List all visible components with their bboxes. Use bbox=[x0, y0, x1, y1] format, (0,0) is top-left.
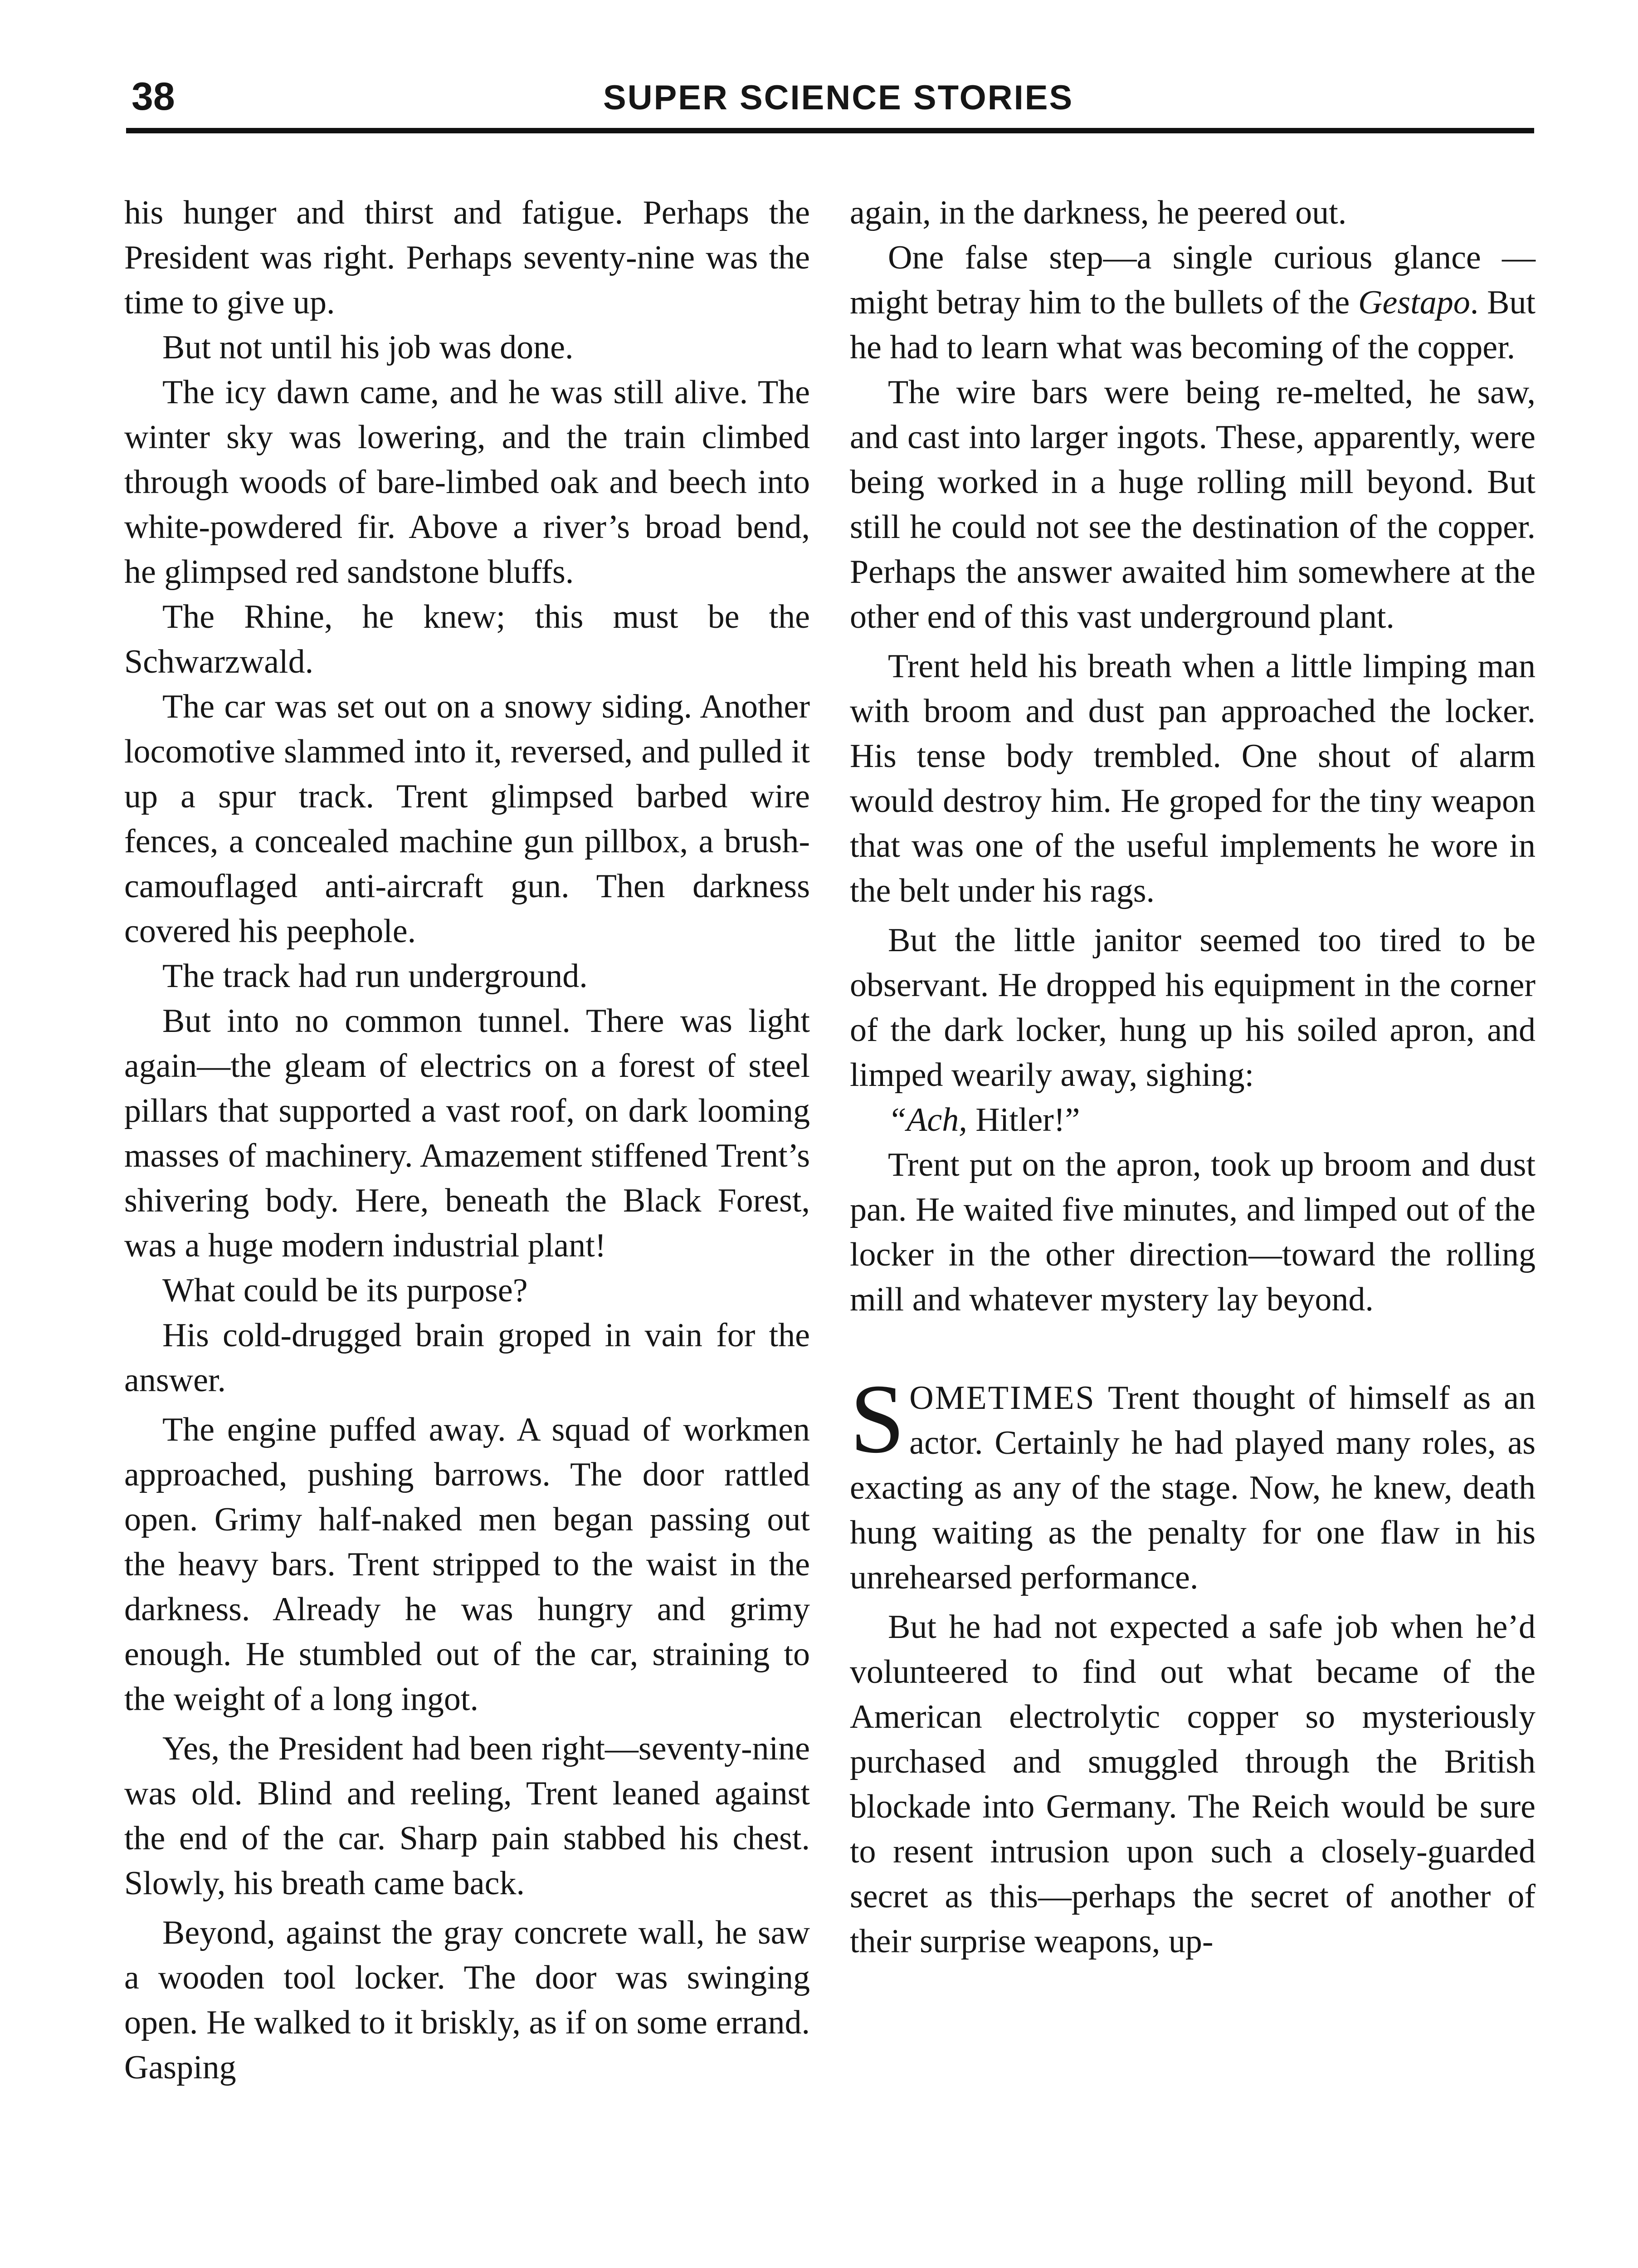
paragraph: His cold-drugged brain groped in vain for the answer. bbox=[124, 1317, 810, 1399]
running-title: SUPER SCIENCE STORIES bbox=[603, 78, 1074, 117]
paragraph: again, in the darkness, he peered out. bbox=[850, 194, 1347, 231]
header-rule bbox=[126, 128, 1534, 133]
text-run: . But he had to learn what was becoming of the copper. bbox=[850, 284, 1536, 366]
italic-text: Gestapo bbox=[1358, 284, 1470, 321]
left-column bbox=[124, 191, 810, 2090]
paragraph: Beyond, against the gray concrete wall, he saw a wooden tool locker. The door was swinging open. He walked to it briskly, as if on some errand. Gasping bbox=[124, 1914, 810, 2086]
page-number: 38 bbox=[132, 75, 175, 118]
drop-cap: S bbox=[850, 1364, 905, 1474]
right-column bbox=[850, 191, 1536, 1964]
paragraph: But into no common tunnel. There was light again—the gleam of electrics on a forest of steel pillars that supported a vast roof, on dark looming masses of machinery. Amazement stiffened Trent’s shivering body. Here, beneath the Black Forest, was a huge modern industrial plant! bbox=[124, 1002, 810, 1264]
paragraph bbox=[850, 235, 1536, 370]
text-run: Hitler!” bbox=[967, 1101, 1080, 1139]
paragraph: The Rhine, he knew; this must be the Schwarzwald. bbox=[124, 598, 810, 680]
text-run: One false step—a single curious glance —might betray him to the bullets of the bbox=[850, 239, 1536, 321]
paragraph: The track had run underground. bbox=[162, 958, 588, 995]
paragraph: The icy dawn came, and he was still alive. The winter sky was lowering, and the train climbed through woods of bare-limbed oak and beech into white-powdered fir. Above a river’s broad bend, he glimpsed red sandstone bluffs. bbox=[124, 374, 810, 591]
paragraph: But he had not expected a safe job when he’d volunteered to find out what became of the American electrolytic copper so mysteriously purchased and smuggled through the British blockade into Germany. The Reich would be sure to resent intrusion upon such a closely-guarded secret as this—perhaps the secret of another of their surprise weapons, up- bbox=[850, 1608, 1536, 1960]
paragraph bbox=[850, 1098, 1536, 1143]
paragraph: Yes, the President had been right—seventy-nine was old. Blind and reeling, Trent leaned against the end of the car. Sharp pain stabbed his chest. Slowly, his breath came back. bbox=[124, 1730, 810, 1902]
paragraph: But not until his job was done. bbox=[162, 329, 574, 366]
paragraph: The car was set out on a snowy siding. Another locomotive slammed into it, reversed, and pulled it up a spur track. Trent glimpsed barbed wire fences, a concealed machine gun pillbox, a brush-camouflaged anti-aircraft gun. Then darkness covered his peephole. bbox=[124, 688, 810, 950]
section-opening-paragraph bbox=[850, 1364, 1536, 1600]
paragraph: But the little janitor seemed too tired to be observant. He dropped his equipment in the corner of the dark locker, hung up his soiled apron, and limped wearily away, sighing: bbox=[850, 922, 1536, 1094]
paragraph: his hunger and thirst and fatigue. Perhaps the President was right. Perhaps seventy-nine was the time to give up. bbox=[124, 194, 810, 321]
italic-text: “Ach, bbox=[888, 1101, 967, 1139]
paragraph: What could be its purpose? bbox=[162, 1272, 528, 1309]
paragraph: Trent held his breath when a little limping man with broom and dust pan approached the locker. His tense body trembled. One shout of alarm would destroy him. He groped for the tiny weapon that was one of the useful implements he wore in the belt under his rags. bbox=[850, 648, 1536, 909]
text-run: Trent thought of himself as an actor. Certainly he had played many roles, as exacting as any of the stage. Now, he knew, death hung waiting as the penalty for one flaw in his unrehearsed performance. bbox=[850, 1379, 1536, 1596]
small-caps-lead: OMETIMES bbox=[909, 1379, 1096, 1417]
paragraph: The engine puffed away. A squad of workmen approached, pushing barrows. The door rattled open. Grimy half-naked men began passing out the heavy bars. Trent stripped to the waist in the darkness. Already he was hungry and grimy enough. He stumbled out of the car, straining to the weight of a long ingot. bbox=[124, 1411, 810, 1718]
paragraph: The wire bars were being re-melted, he saw, and cast into larger ingots. These, apparently, were being worked in a huge rolling mill beyond. But still he could not see the destination of the copper. Perhaps the answer awaited him somewhere at the other end of this vast underground plant. bbox=[850, 374, 1536, 635]
paragraph: Trent put on the apron, took up broom and dust pan. He waited five minutes, and limped out of the locker in the other direction—toward the rolling mill and whatever mystery lay beyond. bbox=[850, 1146, 1536, 1318]
